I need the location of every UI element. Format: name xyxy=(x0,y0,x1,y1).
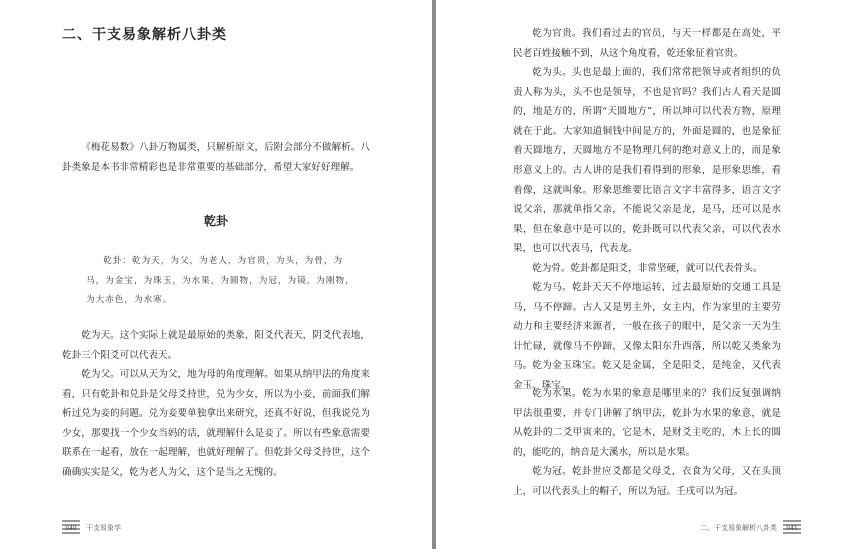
body-paragraph: 乾为父。可以从天为父，地为母的角度理解。如果从纳甲法的角度来看，只有乾卦和兑卦是父母爻持世，兑为少女，所以为小妾，前面我们解析过兑为妾的问题。兑为妾要单独拿出来研究，还真不好说，但我说兑为少女，那要找一个少女当妈的话，就理解什么是妾了。所以有些象意需要联系在一起看，放在一起理解，也就好理解了。但乾卦父母爻持世，这个确确实实是父，乾为老人为父，这个是当之无愧的。 xyxy=(62,369,370,478)
running-head: 二、干支易象解析八卦类 xyxy=(700,524,777,532)
left-page xyxy=(0,0,432,549)
body-paragraph: 乾为水果。乾为水果的象意是哪里来的？我们反复强调纳甲法很重要，并专门讲解了纳甲法，乾卦为水果的象意，就是从乾卦的二爻甲寅来的，它是木，是财爻主吃的，木上长的圆的，能吃的，纳音是大溪水，所以是水果。 xyxy=(513,388,781,458)
body-paragraph: 乾为骨。乾卦都是阳爻，非常坚硬，就可以代表骨头。 xyxy=(532,263,763,274)
body-paragraph: 乾为冠。乾卦世应爻都是父母爻，衣食为父母，又在头顶上，可以代表头上的帽子，所以为冠。壬戌可以为冠。 xyxy=(513,466,781,497)
body-paragraph: 乾为天。这个实际上就是最原始的类象，阳爻代表天，阴爻代表地，乾卦三个阳爻可以代表天。 xyxy=(62,330,370,361)
body-paragraph: 乾为马。乾卦天天不停地运转，过去最原始的交通工具是马，马不停蹄。古人又是男主外，女主内，作为家里的主要劳动力和主要经济来源者，一般在孩子的眼中，是父亲一天为生计忙碌，就像马不停蹄，又像太阳东升西落，所以乾又类象为马。 xyxy=(513,282,781,372)
body-paragraph: 乾为头。头也是最上面的，我们常常把领导或者组织的负责人称为头，头不也是领导，不也是官吗？我们古人看天是圆的，地是方的，所谓“天圆地方”，所以坤可以代表方物，原理就在于此。大家知道铜钱中间是方的，外面是圆的，也是象征着天圆地方，天圆地方不是物理几何的绝对意义上的，而是象形意义上的。古人讲的是我们看得到的形象，是形象思维，看着像，这就叫象。形象思维要比语言文字丰富得多，语言文字说父亲，那就单指父亲，不能说父亲是龙，是马，还可以是水果，但在象意中是可以的，乾卦既可以代表父亲，可以代表水果，也可以代表马，代表龙。 xyxy=(513,67,781,255)
chapter-title: 二、干支易象解析八卦类 xyxy=(62,27,227,43)
right-footer xyxy=(700,520,801,536)
body-paragraph: 乾为官贵。我们看过去的官员，与天一样都是在高处，平民老百姓接触不到，从这个角度看，乾还象征着官贵。 xyxy=(513,28,781,59)
page-number: 040 xyxy=(65,525,77,532)
page-number: 041 xyxy=(786,525,798,532)
page-number-mark xyxy=(62,520,80,536)
page-number-mark xyxy=(783,520,801,536)
body-paragraph: 乾为金玉珠宝。乾又是金属，全是阳爻，是纯金，又代表金玉、珠宝。 xyxy=(513,360,781,391)
intro-paragraph: 《梅花易数》八卦万物属类，只解析原文，后附会部分不做解析。八卦类象是本书非常精彩也是非常重要的基础部分，希望大家好好理解。 xyxy=(62,142,370,173)
original-text-quote: 乾卦：乾为天，为父，为老人，为官贵，为头，为骨，为马，为金宝，为珠玉，为水果，为圆物，为冠，为镜，为刚物，为大赤色，为水寒。 xyxy=(86,256,355,306)
left-footer xyxy=(62,520,121,536)
book-title: 干支易象学 xyxy=(86,524,121,532)
section-heading: 乾卦 xyxy=(203,214,228,228)
